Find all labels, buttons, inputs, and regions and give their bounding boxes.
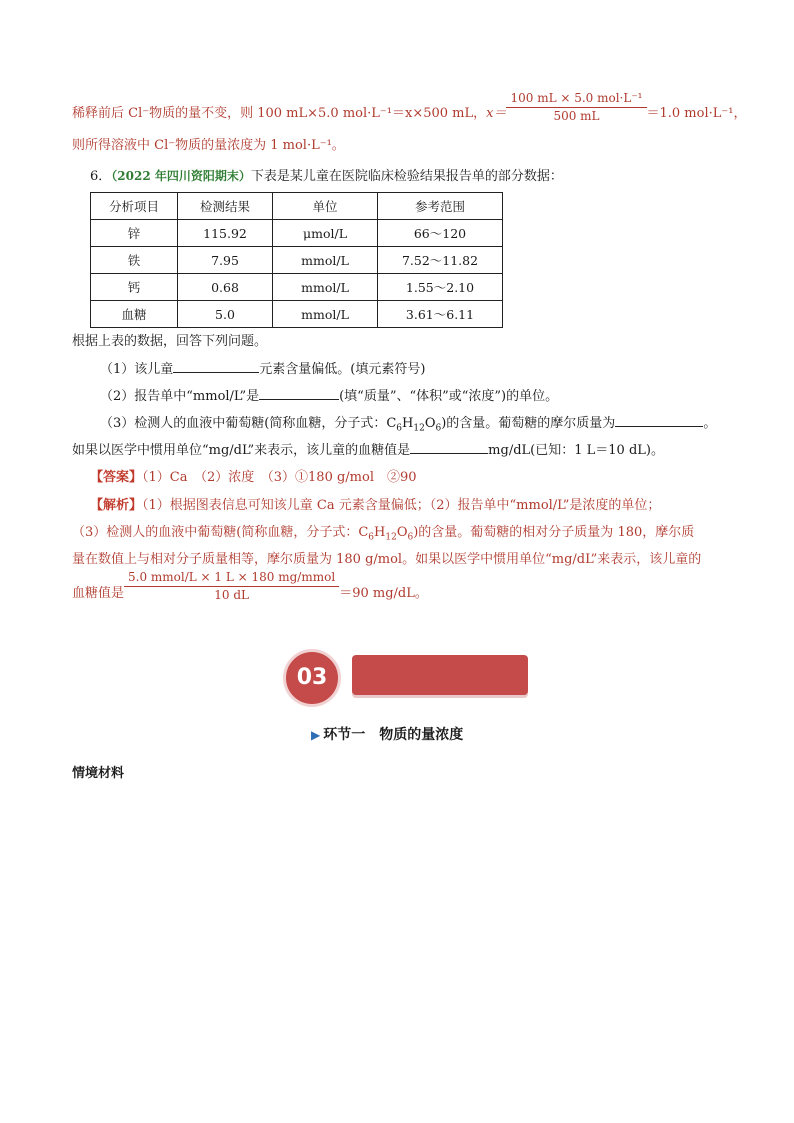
q3b-prefix: 如果以医学中惯用单位“mg/dL”来表示，该儿童的血糖值是 [72, 443, 411, 458]
table-cell: 1.55～2.10 [378, 274, 503, 301]
analysis-text-2b: )的含量。葡萄糖的相对分子质量为 180，摩尔质 [413, 525, 695, 540]
q1-prefix: （1）该儿童 [100, 362, 174, 377]
table-header-row [91, 193, 503, 220]
formula-h: H [402, 416, 414, 431]
q3b-suffix: mg/dL(已知：1 L＝10 dL)。 [488, 443, 664, 458]
subscript: 12 [385, 532, 397, 543]
material-label: 情境材料 [72, 766, 125, 781]
table-cell: 3.61～6.11 [378, 301, 503, 328]
fraction-denominator: 10 dL [214, 588, 249, 602]
table-cell: 血糖 [91, 301, 178, 328]
question-6-stem [90, 167, 563, 186]
dilution-text: 稀释前后 Cl⁻物质的量不变，则 100 mL×5.0 mol·L⁻¹＝x×500 mL， [72, 106, 487, 121]
section-heading [311, 724, 463, 744]
question-number: 6． [90, 169, 112, 184]
sub-question-1 [100, 360, 425, 379]
table-cell: 7.95 [178, 247, 273, 274]
fraction-numerator: 100 mL × 5.0 mol·L⁻¹ [506, 91, 646, 108]
table-cell: 5.0 [178, 301, 273, 328]
answer-text: （1）Ca （2）浓度 （3）①180 g/mol ②90 [142, 470, 417, 485]
table-cell: 铁 [91, 247, 178, 274]
table-header-cell: 分析项目 [91, 193, 178, 220]
triangle-bullet-icon: ▶ [311, 728, 321, 742]
analysis-tag: 【解析】 [90, 498, 143, 513]
analysis-line-2 [72, 524, 694, 547]
section-banner [352, 655, 528, 695]
q1-suffix: 元素含量偏低。(填元素符号) [259, 362, 426, 377]
answer-blank-1 [173, 360, 259, 373]
answer-blank-2 [259, 387, 339, 400]
table-cell: 66～120 [378, 220, 503, 247]
table-row [91, 274, 503, 301]
table-cell: mmol/L [273, 301, 378, 328]
subscript: 6 [368, 532, 375, 543]
formula-o: O [424, 416, 436, 431]
q3-suffix: )的含量。葡萄糖的摩尔质量为 [441, 416, 616, 431]
analysis-line-4 [72, 570, 428, 603]
dilution-line-2: 则所得溶液中 Cl⁻物质的量浓度为 1 mol·L⁻¹。 [72, 138, 345, 153]
analysis-text-4a: 血糖值是 [72, 586, 125, 601]
analysis-text-4b: ＝90 mg/dL。 [339, 586, 428, 601]
subscript: 6 [396, 423, 403, 434]
sub-question-3b [72, 441, 664, 460]
table-header-cell: 单位 [273, 193, 378, 220]
q2-prefix: （2）报告单中“mmol/L”是 [100, 389, 260, 404]
table-cell: μmol/L [273, 220, 378, 247]
dilution-line-1 [72, 91, 747, 124]
answer-line [90, 469, 417, 487]
answer-blank-3 [615, 414, 703, 427]
table-cell: mmol/L [273, 247, 378, 274]
analysis-text-2a: （3）检测人的血液中葡萄糖(简称血糖，分子式：C [72, 525, 369, 540]
section-number-badge: 03 [283, 649, 341, 707]
fraction-result: ＝1.0 mol·L⁻¹， [646, 106, 747, 121]
lab-result-table [90, 192, 503, 328]
subscript: 12 [413, 423, 425, 434]
formula-o: O [396, 525, 408, 540]
table-row [91, 220, 503, 247]
analysis-text-1: （1）根据图表信息可知该儿童 Ca 元素含量偏低；（2）报告单中“mmol/L”是浓度的单位； [142, 498, 661, 513]
analysis-line-1 [90, 497, 660, 515]
glucose-fraction [124, 570, 339, 603]
table-header-cell: 参考范围 [378, 193, 503, 220]
table-cell: 115.92 [178, 220, 273, 247]
dilution-fraction [506, 91, 646, 124]
table-header-cell: 检测结果 [178, 193, 273, 220]
question-source: （2022 年四川资阳期末） [111, 169, 251, 183]
q2-suffix: (填“质量”、“体积”或“浓度”)的单位。 [339, 389, 559, 404]
subscript: 6 [435, 423, 442, 434]
analysis-line-3: 量在数值上与相对分子质量相等，摩尔质量为 180 g/mol。如果以医学中惯用单位“mg/dL”来表示，该儿童的 [72, 552, 702, 567]
sub-question-2 [100, 387, 558, 406]
table-cell: 锌 [91, 220, 178, 247]
table-cell: 0.68 [178, 274, 273, 301]
fraction-lhs: x＝ [486, 106, 507, 121]
q3-prefix: （3）检测人的血液中葡萄糖(简称血糖，分子式：C [100, 416, 397, 431]
question-stem: 下表是某儿童在医院临床检验结果报告单的部分数据： [250, 169, 563, 184]
table-row [91, 247, 503, 274]
formula-h: H [374, 525, 386, 540]
table-cell: 钙 [91, 274, 178, 301]
after-table-text: 根据上表的数据，回答下列问题。 [72, 334, 268, 349]
answer-tag: 【答案】 [90, 470, 143, 485]
answer-blank-4 [410, 441, 488, 454]
sub-question-3 [100, 414, 716, 438]
table-cell: 7.52～11.82 [378, 247, 503, 274]
table-cell: mmol/L [273, 274, 378, 301]
fraction-denominator: 500 mL [553, 109, 600, 123]
subscript: 6 [407, 532, 414, 543]
table-row [91, 301, 503, 328]
section-heading-text: 环节一 物质的量浓度 [323, 727, 464, 743]
q3-end: 。 [703, 416, 717, 431]
fraction-numerator: 5.0 mmol/L × 1 L × 180 mg/mmol [124, 570, 339, 587]
